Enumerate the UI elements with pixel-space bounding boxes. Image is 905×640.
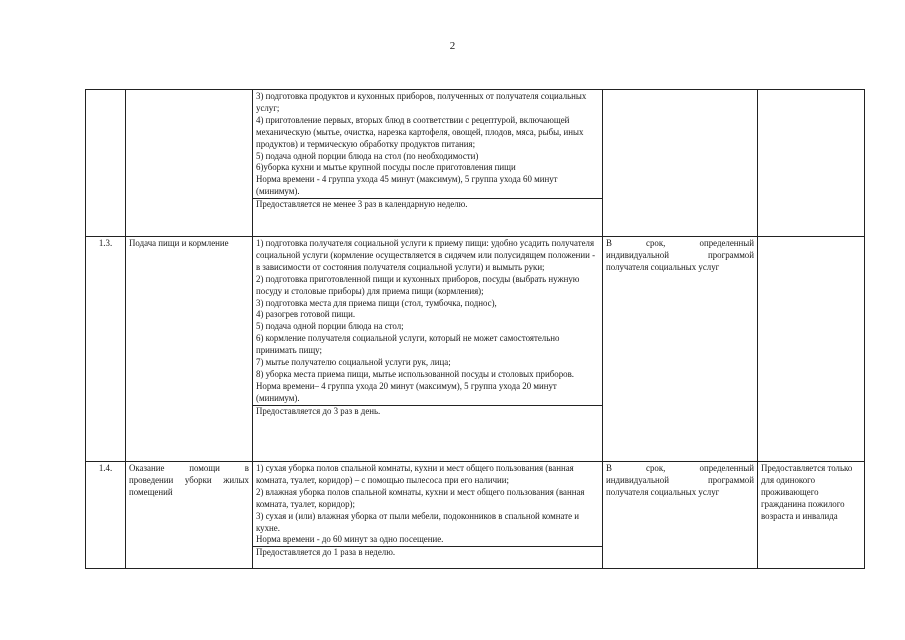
content-line: 4) разогрев готовой пищи. <box>256 309 356 320</box>
content-line: Предоставляется не менее 3 раз в календарную неделю. <box>256 199 468 210</box>
table-row <box>86 237 865 462</box>
row-number-cell <box>86 90 126 237</box>
content-line: 2) подготовка приготовленной пищи и кухонных приборов, посуды (выбрать нужную посуду и столовые приборы) для приема пищи (кормления); <box>256 273 580 296</box>
service-name-cell: Оказание помощи в проведении уборки жилых помещений <box>126 462 253 569</box>
service-content-cell <box>253 90 603 237</box>
service-content-cell <box>253 237 603 462</box>
content-line: Предоставляется до 3 раз в день. <box>256 405 381 416</box>
content-line: 3) сухая и (или) влажная уборка от пыли мебели, подоконников в спальной комнате и кухне. <box>256 510 579 533</box>
content-line: 1) сухая уборка полов спальной комнаты, кухни и мест общего пользования (ванная комната, туалет, коридор) – с помощью пылесоса при его наличии; <box>256 463 574 485</box>
content-line: Норма времени– 4 группа ухода 20 минут (максимум), 5 группа ухода 20 минут (минимум). <box>256 380 557 403</box>
content-line: Норма времени - до 60 минут за одно посещение. <box>256 534 444 545</box>
content-line: 5) подача одной порции блюда на стол; <box>256 321 404 332</box>
row-number-cell: 1.3. <box>86 237 126 462</box>
content-line: 6)уборка кухни и мытье крупной посуды после приготовления пищи <box>256 162 516 173</box>
content-line: 6) кормление получателя социальной услуги, который не может самостоятельно принимать пищу; <box>256 333 560 356</box>
content-line: 3) подготовка продуктов и кухонных приборов, полученных от получателя социальных услуг; <box>256 91 587 113</box>
page-number: 2 <box>449 40 456 52</box>
content-line: Норма времени - 4 группа ухода 45 минут (максимум), 5 группа ухода 60 минут (минимум). <box>256 174 558 197</box>
service-term-cell: В срок, определенный индивидуальной программой получателя социальных услуг <box>603 462 758 569</box>
content-line: 7) мытье получателю социальной услуги рук, лица; <box>256 357 451 368</box>
service-name-cell <box>126 90 253 237</box>
content-line: 2) влажная уборка полов спальной комнаты, кухни и мест общего пользования (ванная комната, туалет, коридор); <box>256 486 585 509</box>
service-name-cell: Подача пищи и кормление <box>126 237 253 462</box>
service-content-cell <box>253 462 603 569</box>
service-term-cell: В срок, определенный индивидуальной программой получателя социальных услуг <box>603 237 758 462</box>
content-line: 8) уборка места приема пищи, мытье использованной посуды и столовых приборов. <box>256 368 574 379</box>
service-notes-cell: Предоставляется только для одинокого проживающего гражданина пожилого возраста и инвалида <box>758 462 865 569</box>
services-table <box>85 89 865 569</box>
service-notes-cell <box>758 90 865 237</box>
content-line: Предоставляется до 1 раза в неделю. <box>256 547 396 558</box>
content-line: 4) приготовление первых, вторых блюд в соответствии с рецептурой, включающей механическую (мытье, очистка, нарезка картофеля, овощей, плодов, мяса, рыбы, иных продуктов) и термическую обработку продуктов питания; <box>256 114 584 149</box>
row-number-cell: 1.4. <box>86 462 126 569</box>
content-line: 1) подготовка получателя социальной услуги к приему пищи: удобно усадить получателя социальной услуги (кормление осуществляется в сидячем или полусидящем положении - в зависимости от состояния получателя социальной услуги) и вымыть руки; <box>256 238 596 272</box>
table-row <box>86 90 865 237</box>
service-notes-cell <box>758 237 865 462</box>
table-row <box>86 462 865 569</box>
content-line: 5) подача одной порции блюда на стол (по необходимости) <box>256 150 479 161</box>
content-line: 3) подготовка места для приема пищи (стол, тумбочка, поднос), <box>256 297 497 308</box>
service-term-cell <box>603 90 758 237</box>
